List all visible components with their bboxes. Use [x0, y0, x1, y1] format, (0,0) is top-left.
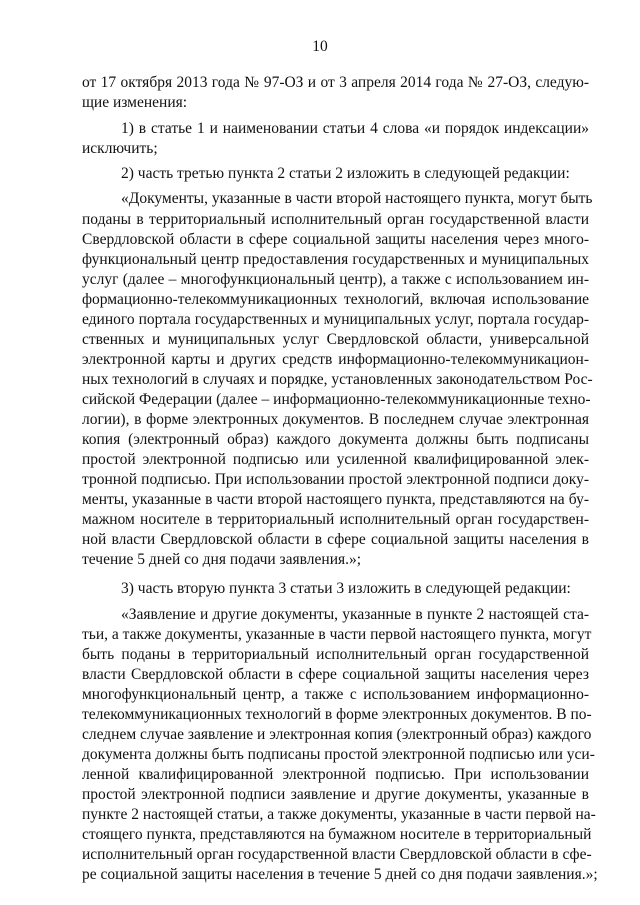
- paragraph-line: тронной подписью. При использовании простой электронной подписи доку-: [82, 471, 589, 488]
- paragraph-line: менты, указанные в части второй настоящего пункта, представляются на бу-: [82, 491, 589, 508]
- paragraph-line: простой электронной подписью или усиленной квалифицированной элек-: [82, 451, 589, 468]
- paragraph-line: сийской Федерации (далее – информационно-телекоммуникационные техно-: [82, 391, 591, 408]
- paragraph-line: электронной карты и других средств информационно-телекоммуникацион-: [82, 351, 589, 368]
- paragraph-line: щие изменения:: [82, 94, 188, 111]
- paragraph-line: «Документы, указанные в части второй настоящего пункта, могут быть: [121, 190, 593, 207]
- paragraph-line: 1) в статье 1 и наименовании статьи 4 слова «и порядок индексации»: [121, 120, 589, 137]
- paragraph-line: ной власти Свердловской области в сфере социальной защиты населения в: [82, 531, 589, 548]
- paragraph-line: простой электронной подписи заявление и другие документы, указанные в: [82, 786, 589, 803]
- paragraph-line: услуг (далее – многофункциональный центр), а также с использованием ин-: [82, 271, 589, 288]
- paragraph-line: от 17 октября 2013 года № 97-ОЗ и от 3 апреля 2014 года № 27-ОЗ, следую-: [82, 74, 589, 91]
- paragraph-line: телекоммуникационных технологий в форме электронных документов. В по-: [82, 706, 592, 723]
- paragraph-line: власти Свердловской области в сфере социальной защиты населения через: [82, 666, 589, 683]
- paragraph-line: копия (электронный образ) каждого документа должны быть подписаны: [82, 431, 589, 448]
- paragraph-line: поданы в территориальный исполнительный орган государственной власти: [82, 211, 589, 228]
- paragraph-line: ственных и муниципальных услуг Свердловской области, универсальной: [82, 331, 589, 348]
- paragraph-line: логии), в форме электронных документов. В последнем случае электронная: [82, 411, 589, 428]
- paragraph-line: единого портала государственных и муниципальных услуг, портала государ-: [82, 311, 589, 328]
- paragraph-line: пункте 2 настоящей статьи, а также документы, указанные в части первой на-: [82, 806, 596, 823]
- paragraph-line: 3) часть вторую пункта 3 статьи 3 изложить в следующей редакции:: [121, 580, 571, 597]
- paragraph-line: следнем случае заявление и электронная копия (электронный образ) каждого: [82, 726, 592, 743]
- paragraph-line: 2) часть третью пункта 2 статьи 2 изложить в следующей редакции:: [121, 165, 570, 182]
- paragraph-line: формационно-телекоммуникационных технологий, включая использование: [82, 291, 589, 308]
- paragraph-line: тьи, а также документы, указанные в части первой настоящего пункта, могут: [82, 626, 592, 643]
- paragraph-line: ных технологий в случаях и порядке, установленных законодательством Рос-: [82, 371, 593, 388]
- paragraph-line: течение 5 дней со дня подачи заявления.»;: [82, 551, 362, 568]
- paragraph-line: исключить;: [82, 140, 158, 157]
- paragraph-line: исполнительный орган государственной власти Свердловской области в сфе-: [82, 846, 592, 863]
- paragraph-line: ленной квалифицированной электронной подписью. При использовании: [82, 766, 589, 783]
- paragraph-line: Свердловской области в сфере социальной защиты населения через много-: [82, 231, 589, 248]
- paragraph-line: мажном носителе в территориальный исполнительный орган государствен-: [82, 511, 589, 528]
- paragraph-line: документа должны быть подписаны простой электронной подписью или уси-: [82, 746, 595, 763]
- paragraph-line: стоящего пункта, представляются на бумажном носителе в территориальный: [82, 826, 592, 843]
- page-number: 10: [312, 38, 328, 55]
- paragraph-line: функциональный центр предоставления государственных и муниципальных: [82, 251, 589, 268]
- paragraph-line: ре социальной защиты населения в течение 5 дней со дня подачи заявления.»;: [82, 866, 598, 883]
- paragraph-line: «Заявление и другие документы, указанные в пункте 2 настоящей ста-: [121, 606, 589, 623]
- paragraph-line: быть поданы в территориальный исполнительный орган государственной: [82, 646, 589, 663]
- paragraph-line: многофункциональный центр, а также с использованием информационно-: [82, 686, 589, 703]
